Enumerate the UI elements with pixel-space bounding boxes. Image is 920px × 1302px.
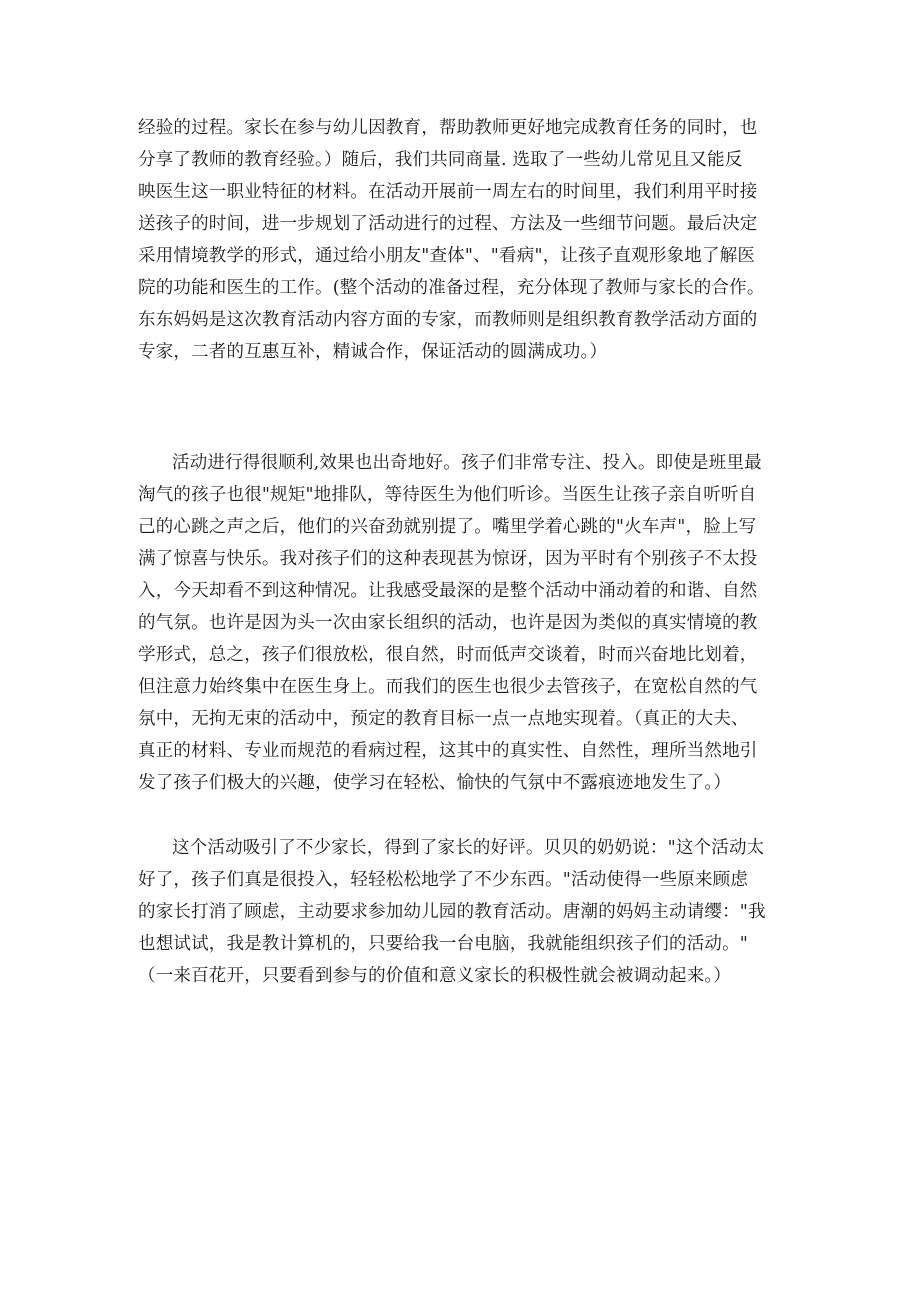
document-page [138,112,788,992]
text-line: 入，今天却看不到这种情况。让我感受最深的是整个活动中涌动着的和谐、自然 [138,581,758,601]
text-line: 学形式，总之，孩子们很放松，很自然，时而低声交谈着，时而兴奋地比划着， [138,645,758,665]
text-line: 东东妈妈是这次教育活动内容方面的专家，而教师则是组织教育教学活动方面的 [138,310,758,330]
paragraph-1 [138,112,788,368]
text-line: 好了，孩子们真是很投入，轻轻松松地学了不少东西。"活动使得一些原来顾虑 [138,870,749,890]
text-line: 送孩子的时间，进一步规划了活动进行的过程、方法及一些细节问题。最后决定 [138,214,758,234]
text-line: 这个活动吸引了不少家长，得到了家长的好评。贝贝的奶奶说："这个活动太 [172,838,765,858]
text-line: 采用情境教学的形式，通过给小朋友"查体"、"看病"，让孩子直观形象地了解医 [138,246,756,266]
text-line: 发了孩子们极大的兴趣，使学习在轻松、愉快的气氛中不露痕迹地发生了。） [138,773,732,793]
text-line: 也想试试，我是教计算机的，只要给我一台电脑，我就能组织孩子们的活动。" [138,934,749,954]
text-line: 满了惊喜与快乐。我对孩子们的这种表现甚为惊讶，因为平时有个别孩子不太投 [138,549,758,569]
text-line: 专家，二者的互惠互补，精诚合作，保证活动的圆满成功。） [138,342,608,362]
text-line: （一来百花开，只要看到参与的价值和意义家长的积极性就会被调动起来。） [138,966,732,986]
text-line: 院的功能和医生的工作。(整个活动的准备过程，充分体现了教师与家长的合作。 [138,278,765,298]
text-line: 经验的过程。家长在参与幼儿因教育，帮助教师更好地完成教育任务的同时，也 [138,118,758,138]
text-line: 淘气的孩子也很"规矩"地排队，等待医生为他们听诊。当医生让孩子亲自听听自 [138,485,757,505]
text-line: 分享了教师的教育经验。）随后，我们共同商量. 选取了一些幼儿常见且又能反 [138,150,743,170]
paragraph-2 [138,447,788,799]
text-line: 映医生这一职业特征的材料。在活动开展前一周左右的时间里，我们利用平时接 [138,182,758,202]
text-line: 己的心跳之声之后，他们的兴奋劲就别提了。嘴里学着心跳的"火车声"，脸上写 [138,517,757,537]
text-line: 但注意力始终集中在医生身上。而我们的医生也很少去管孩子，在宽松自然的气 [138,677,758,697]
paragraph-3 [138,832,788,992]
text-line: 活动进行得很顺利,效果也出奇地好。孩子们非常专注、投入。即使是班里最 [172,453,762,473]
text-line: 的家长打消了顾虑，主动要求参加幼儿园的教育活动。唐潮的妈妈主动请缨："我 [138,902,766,922]
text-line: 氛中，无拘无束的活动中，预定的教育目标一点一点地实现着。（真正的大夫、 [138,709,749,729]
text-line: 的气氛。也许是因为头一次由家长组织的活动，也许是因为类似的真实情境的教 [138,613,758,633]
text-line: 真正的材料、专业而规范的看病过程，这其中的真实性、自然性，理所当然地引 [138,741,758,761]
